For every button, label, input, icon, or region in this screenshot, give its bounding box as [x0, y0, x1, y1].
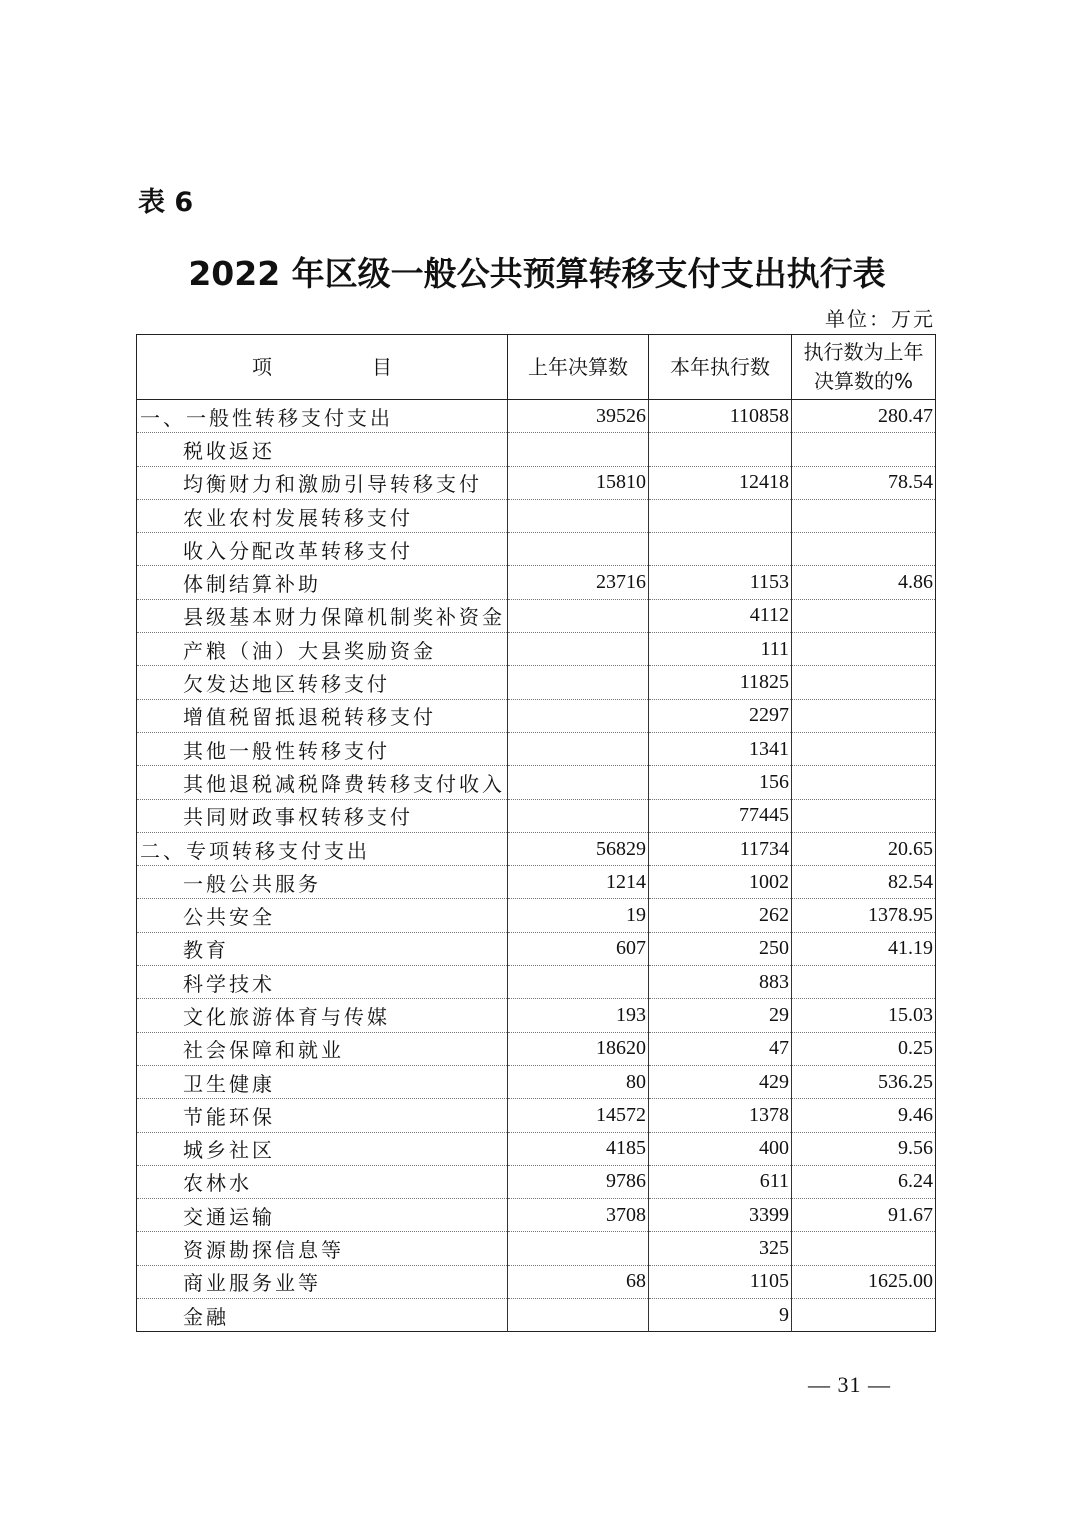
pct-value-cell: 9.46 — [792, 1099, 936, 1132]
table-row — [137, 999, 936, 1032]
prev-value-cell — [508, 666, 649, 699]
column-header-prev-year: 上年决算数 — [508, 335, 649, 400]
pct-value-cell: 1378.95 — [792, 899, 936, 932]
curr-value-cell — [649, 433, 792, 466]
item-cell: 二、专项转移支付支出 — [137, 832, 508, 865]
curr-value-cell: 111 — [649, 633, 792, 666]
pct-value-cell — [792, 499, 936, 532]
column-header-item: 项 目 — [137, 335, 508, 400]
item-cell: 收入分配改革转移支付 — [137, 533, 508, 566]
curr-value-cell: 12418 — [649, 466, 792, 499]
item-cell: 商业服务业等 — [137, 1265, 508, 1298]
item-cell: 卫生健康 — [137, 1065, 508, 1098]
item-cell: 一般公共服务 — [137, 866, 508, 899]
table-row — [137, 932, 936, 965]
item-cell: 科学技术 — [137, 966, 508, 999]
item-cell: 其他一般性转移支付 — [137, 732, 508, 765]
table-row — [137, 866, 936, 899]
curr-value-cell: 1105 — [649, 1265, 792, 1298]
curr-value-cell: 9 — [649, 1299, 792, 1332]
table-row — [137, 799, 936, 832]
table-header-row — [137, 335, 936, 400]
curr-value-cell: 156 — [649, 766, 792, 799]
percent-header-line-1: 执行数为上年 — [803, 340, 924, 364]
prev-value-cell: 14572 — [508, 1099, 649, 1132]
pct-value-cell: 15.03 — [792, 999, 936, 1032]
item-cell: 一、一般性转移支付支出 — [137, 400, 508, 433]
curr-value-cell: 262 — [649, 899, 792, 932]
curr-value-cell — [649, 533, 792, 566]
pct-value-cell: 536.25 — [792, 1065, 936, 1098]
pct-value-cell — [792, 666, 936, 699]
table-row — [137, 1132, 936, 1165]
prev-value-cell: 3708 — [508, 1199, 649, 1232]
pct-value-cell — [792, 1299, 936, 1332]
item-cell: 公共安全 — [137, 899, 508, 932]
pct-value-cell — [792, 966, 936, 999]
prev-value-cell: 19 — [508, 899, 649, 932]
table-row — [137, 1299, 936, 1332]
prev-value-cell: 15810 — [508, 466, 649, 499]
pct-value-cell — [792, 633, 936, 666]
prev-value-cell — [508, 633, 649, 666]
item-cell: 农林水 — [137, 1165, 508, 1198]
curr-value-cell: 250 — [649, 932, 792, 965]
item-cell: 欠发达地区转移支付 — [137, 666, 508, 699]
pct-value-cell — [792, 533, 936, 566]
column-header-current-year: 本年执行数 — [649, 335, 792, 400]
table-row — [137, 1165, 936, 1198]
pct-value-cell — [792, 766, 936, 799]
prev-value-cell — [508, 1299, 649, 1332]
table-row — [137, 966, 936, 999]
table-row — [137, 732, 936, 765]
curr-value-cell: 1002 — [649, 866, 792, 899]
pct-value-cell — [792, 1232, 936, 1265]
prev-value-cell — [508, 533, 649, 566]
item-cell: 其他退税减税降费转移支付收入 — [137, 766, 508, 799]
pct-value-cell: 78.54 — [792, 466, 936, 499]
percent-header-line-2: 决算数的% — [813, 369, 913, 393]
curr-value-cell: 2297 — [649, 699, 792, 732]
column-header-percent — [792, 335, 936, 400]
prev-value-cell — [508, 499, 649, 532]
table-row — [137, 599, 936, 632]
prev-value-cell: 23716 — [508, 566, 649, 599]
curr-value-cell: 29 — [649, 999, 792, 1032]
prev-value-cell — [508, 433, 649, 466]
table-row — [137, 832, 936, 865]
pct-value-cell: 20.65 — [792, 832, 936, 865]
curr-value-cell: 1153 — [649, 566, 792, 599]
table-row — [137, 666, 936, 699]
table-row — [137, 633, 936, 666]
item-cell: 县级基本财力保障机制奖补资金 — [137, 599, 508, 632]
curr-value-cell: 883 — [649, 966, 792, 999]
pct-value-cell — [792, 732, 936, 765]
prev-value-cell: 4185 — [508, 1132, 649, 1165]
prev-value-cell — [508, 799, 649, 832]
prev-value-cell: 56829 — [508, 832, 649, 865]
curr-value-cell: 77445 — [649, 799, 792, 832]
pct-value-cell: 280.47 — [792, 400, 936, 433]
curr-value-cell: 400 — [649, 1132, 792, 1165]
item-cell: 文化旅游体育与传媒 — [137, 999, 508, 1032]
prev-value-cell: 39526 — [508, 400, 649, 433]
curr-value-cell: 4112 — [649, 599, 792, 632]
pct-value-cell: 0.25 — [792, 1032, 936, 1065]
item-cell: 税收返还 — [137, 433, 508, 466]
curr-value-cell: 429 — [649, 1065, 792, 1098]
item-cell: 农业农村发展转移支付 — [137, 499, 508, 532]
prev-value-cell: 193 — [508, 999, 649, 1032]
curr-value-cell: 1378 — [649, 1099, 792, 1132]
pct-value-cell: 6.24 — [792, 1165, 936, 1198]
prev-value-cell — [508, 699, 649, 732]
curr-value-cell: 325 — [649, 1232, 792, 1265]
curr-value-cell: 611 — [649, 1165, 792, 1198]
table-row — [137, 766, 936, 799]
pct-value-cell — [792, 433, 936, 466]
prev-value-cell — [508, 766, 649, 799]
table-row — [137, 400, 936, 433]
prev-value-cell — [508, 599, 649, 632]
prev-value-cell: 1214 — [508, 866, 649, 899]
item-cell: 城乡社区 — [137, 1132, 508, 1165]
curr-value-cell — [649, 499, 792, 532]
pct-value-cell — [792, 799, 936, 832]
table-row — [137, 1065, 936, 1098]
item-cell: 交通运输 — [137, 1199, 508, 1232]
prev-value-cell — [508, 732, 649, 765]
pct-value-cell: 91.67 — [792, 1199, 936, 1232]
table-row — [137, 899, 936, 932]
table-row — [137, 533, 936, 566]
prev-value-cell: 68 — [508, 1265, 649, 1298]
table-row — [137, 1099, 936, 1132]
table-label: 表 6 — [138, 187, 194, 218]
page-title: 2022 年区级一般公共预算转移支付支出执行表 — [188, 254, 886, 293]
prev-value-cell — [508, 1232, 649, 1265]
table-row — [137, 699, 936, 732]
prev-value-cell: 80 — [508, 1065, 649, 1098]
table-row — [137, 433, 936, 466]
item-cell: 体制结算补助 — [137, 566, 508, 599]
item-cell: 共同财政事权转移支付 — [137, 799, 508, 832]
prev-value-cell: 607 — [508, 932, 649, 965]
prev-value-cell — [508, 966, 649, 999]
budget-table — [136, 334, 936, 1332]
table-body — [137, 400, 936, 1332]
curr-value-cell: 47 — [649, 1032, 792, 1065]
prev-value-cell: 9786 — [508, 1165, 649, 1198]
item-cell: 增值税留抵退税转移支付 — [137, 699, 508, 732]
unit-label: 单位：万元 — [825, 307, 935, 331]
pct-value-cell: 82.54 — [792, 866, 936, 899]
curr-value-cell: 11734 — [649, 832, 792, 865]
item-cell: 节能环保 — [137, 1099, 508, 1132]
table-row — [137, 1265, 936, 1298]
table-row — [137, 466, 936, 499]
table-row — [137, 566, 936, 599]
table-row — [137, 1232, 936, 1265]
curr-value-cell: 110858 — [649, 400, 792, 433]
item-cell: 产粮（油）大县奖励资金 — [137, 633, 508, 666]
pct-value-cell: 9.56 — [792, 1132, 936, 1165]
table-row — [137, 1199, 936, 1232]
pct-value-cell: 41.19 — [792, 932, 936, 965]
item-cell: 金融 — [183, 1304, 229, 1329]
table-row — [137, 499, 936, 532]
pct-value-cell — [792, 699, 936, 732]
curr-value-cell: 3399 — [649, 1199, 792, 1232]
item-cell: 教育 — [137, 932, 508, 965]
pct-value-cell: 1625.00 — [792, 1265, 936, 1298]
curr-value-cell: 11825 — [649, 666, 792, 699]
table-row — [137, 1032, 936, 1065]
pct-value-cell — [792, 599, 936, 632]
item-cell: 均衡财力和激励引导转移支付 — [137, 466, 508, 499]
item-cell: 资源勘探信息等 — [137, 1232, 508, 1265]
pct-value-cell: 4.86 — [792, 566, 936, 599]
curr-value-cell: 1341 — [649, 732, 792, 765]
item-cell: 社会保障和就业 — [137, 1032, 508, 1065]
prev-value-cell: 18620 — [508, 1032, 649, 1065]
page-number: — 31 — — [808, 1372, 891, 1397]
